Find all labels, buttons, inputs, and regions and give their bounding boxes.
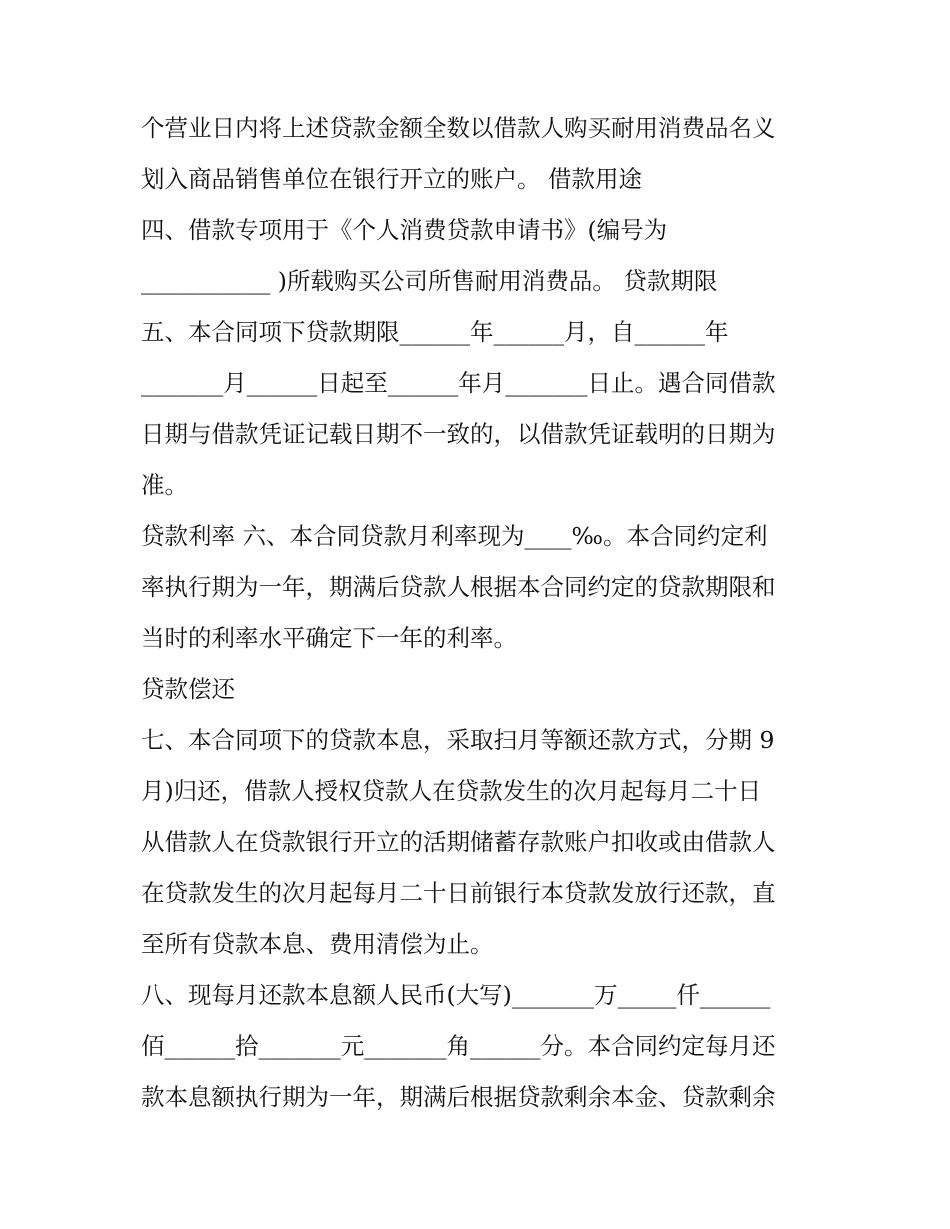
text-line: 在贷款发生的次月起每月二十日前银行本贷款发放行还款，直 xyxy=(141,879,776,907)
text-line: 日期与借款凭证记载日期不一致的，以借款凭证载明的日期为 xyxy=(141,420,776,448)
text-line: 月)归还，借款人授权贷款人在贷款发生的次月起每月二十日 xyxy=(141,777,762,805)
text-line: 从借款人在贷款银行开立的活期储蓄存款账户扣收或由借款人 xyxy=(141,828,776,856)
text-line: 款本息额执行期为一年，期满后根据贷款剩余本金、贷款剩余 xyxy=(141,1083,776,1111)
text-line: 四、借款专项用于《个人消费贷款申请书》(编号为 xyxy=(141,216,668,244)
text-line: 率执行期为一年，期满后贷款人根据本合同约定的贷款期限和 xyxy=(141,573,776,601)
text-line: 贷款利率 六、本合同贷款月利率现为____‰。本合同约定利 xyxy=(141,522,768,550)
text-line: 当时的利率水平确定下一年的利率。 xyxy=(141,624,517,652)
text-line: 准。 xyxy=(141,471,188,499)
text-line: ___________ )所载购买公司所售耐用消费品。 贷款期限 xyxy=(141,267,718,295)
text-line: _______月______日起至______年月_______日止。遇合同借款 xyxy=(141,369,776,397)
text-line: 划入商品销售单位在银行开立的账户。 借款用途 xyxy=(141,165,642,193)
text-line: 个营业日内将上述贷款金额全数以借款人购买耐用消费品名义 xyxy=(141,114,776,142)
text-line: 五、本合同项下贷款期限______年______月，自______年 xyxy=(141,318,729,346)
text-line: 至所有贷款本息、费用清偿为止。 xyxy=(141,930,494,958)
text-line: 七、本合同项下的贷款本息，采取扫月等额还款方式，分期 9 xyxy=(141,726,775,754)
section-heading: 贷款偿还 xyxy=(141,675,235,703)
text-line: 八、现每月还款本息额人民币(大写)_______万_____仟______ xyxy=(141,981,771,1009)
text-line: 佰______拾_______元_______角______分。本合同约定每月还 xyxy=(141,1032,776,1060)
contract-text-body xyxy=(141,103,821,1123)
